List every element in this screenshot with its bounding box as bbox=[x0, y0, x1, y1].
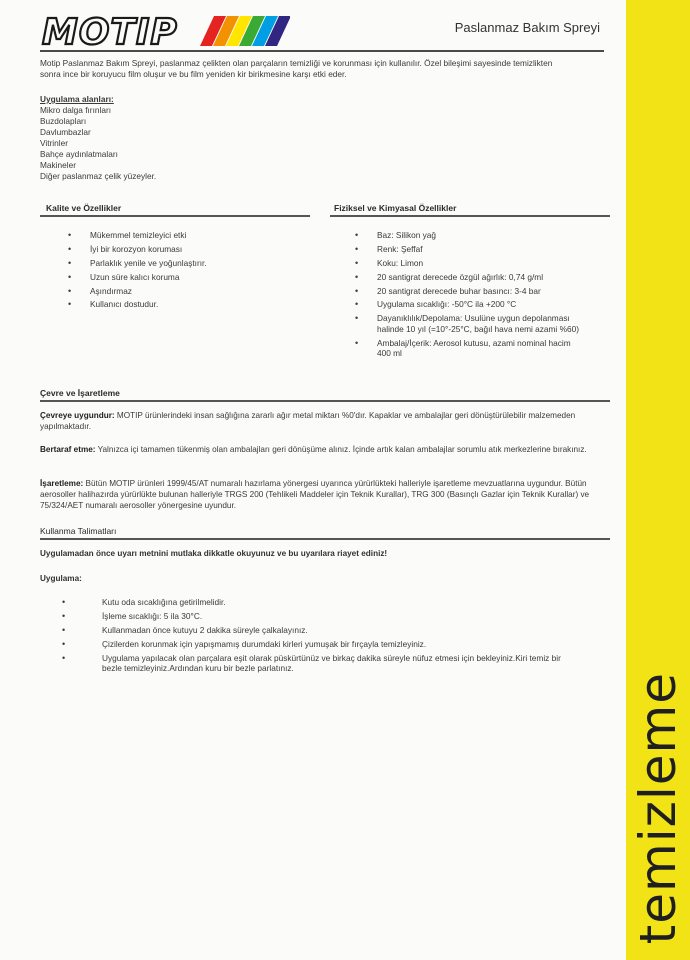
list-item: • 20 santigrat derecede buhar basıncı: 3-4 bar bbox=[355, 286, 585, 297]
quality-section-title: Kalite ve Özellikler bbox=[46, 203, 122, 213]
physical-list bbox=[355, 230, 585, 362]
list-item: Vitrinler bbox=[40, 138, 68, 148]
labeling-label: İşaretleme: bbox=[40, 479, 84, 488]
list-item: • İyi bir korozyon koruması bbox=[68, 244, 268, 255]
list-item: • Baz: Silikon yağ bbox=[355, 230, 585, 241]
list-item: • Uygulama yapılacak olan parçalara eşit olarak püskürtünüz ve birkaç dakika süreyle nüfuz etmesi için bekleyiniz.Kiri temiz bir bezle temizleyiniz.Ardından kuru bir bezle parlatınız. bbox=[62, 653, 582, 674]
usage-divider bbox=[40, 538, 610, 540]
list-item: • Çizilerden korunmak için yapışmamış durumdaki kirleri yumuşak bir fırçayla temizleyiniz. bbox=[62, 639, 582, 650]
application-areas-title: Uygulama alanları: bbox=[40, 94, 114, 104]
list-item: Davlumbazlar bbox=[40, 127, 91, 137]
eco-label: Çevreye uygundur: bbox=[40, 411, 115, 420]
physical-section-title: Fiziksel ve Kimyasal Özellikler bbox=[334, 203, 457, 213]
labeling-text: Bütün MOTIP ürünleri 1999/45/AT numaralı hazırlama yönergesi uyarınca yürürlükteki halleriyle işaretleme mevzuatlarına uygundur. Bütün aerosoller halihazırda yürürlükte bulunan halleriyle TRGS 200 (Tehlikeli Maddeler için Teknik Kurallar), TRG 300 (Basınçlı Gazlar için Teknik Kurallar) ve 75/324/AET numaralı aerosoller yönergesine uyundur. bbox=[40, 479, 590, 510]
logo-wordmark: MOTIP bbox=[42, 12, 178, 50]
usage-section-title: Kullanma Talimatları bbox=[40, 526, 117, 536]
list-item: • Aşındırmaz bbox=[68, 286, 268, 297]
disposal-paragraph bbox=[40, 444, 610, 455]
product-title: Paslanmaz Bakım Spreyi bbox=[454, 20, 600, 35]
list-item: Buzdolapları bbox=[40, 116, 87, 126]
labeling-paragraph bbox=[40, 478, 610, 511]
list-item: • Kutu oda sıcaklığına getirilmelidir. bbox=[62, 597, 582, 608]
list-item: • Uzun süre kalıcı koruma bbox=[68, 272, 268, 283]
usage-warning: Uygulamadan önce uyarı metnini mutlaka dikkatle okuyunuz ve bu uyarılara riayet ediniz! bbox=[40, 549, 388, 558]
intro-paragraph: Motip Paslanmaz Bakım Spreyi, paslanmaz çelikten olan parçaların temizliği ve korunması için kullanılır. Özel bileşimi sayesinde temizlikten sonra ince bir koruyucu film oluşur ve bu film yeniden kir birikmesine karşı etki eder. bbox=[40, 58, 553, 79]
list-item: • Uygulama sıcaklığı: -50°C ila +200 °C bbox=[355, 299, 585, 310]
usage-steps-list bbox=[62, 597, 582, 677]
list-item: Diğer paslanmaz çelik yüzeyler. bbox=[40, 171, 157, 181]
physical-divider bbox=[330, 215, 610, 217]
disposal-text: Yalnızca içi tamamen tükenmiş olan ambalajları geri dönüşüme alınız. İçinde artık kalan ambalajlar sorumlu atık merkezlerine bırakınız. bbox=[95, 445, 587, 454]
eco-paragraph bbox=[40, 410, 610, 432]
motip-logo bbox=[40, 12, 290, 50]
list-item: • Koku: Limon bbox=[355, 258, 585, 269]
list-item: Bahçe aydınlatmaları bbox=[40, 149, 118, 159]
application-areas-list bbox=[40, 105, 156, 182]
disposal-label: Bertaraf etme: bbox=[40, 445, 96, 454]
list-item: • Renk: Şeffaf bbox=[355, 244, 585, 255]
header-divider bbox=[40, 50, 604, 52]
list-item: Mikro dalga fırınları bbox=[40, 105, 112, 115]
environment-divider bbox=[40, 400, 610, 402]
logo-color-stripes bbox=[200, 16, 290, 46]
list-item: • Kullanmadan önce kutuyu 2 dakika süreyle çalkalayınız. bbox=[62, 625, 582, 636]
list-item: • 20 santigrat derecede özgül ağırlık: 0,74 g/ml bbox=[355, 272, 585, 283]
list-item: • Ambalaj/İçerik: Aerosol kutusu, azami nominal hacim 400 ml bbox=[355, 338, 585, 359]
application-label: Uygulama: bbox=[40, 574, 82, 583]
environment-section-title: Çevre ve İşaretleme bbox=[40, 388, 120, 398]
eco-text: MOTIP ürünlerindeki insan sağlığına zararlı ağır metal miktarı %0'dır. Kapaklar ve ambalajlar geri dönüştürülebilir malzemeden yapılmaktadır. bbox=[40, 411, 576, 431]
quality-list bbox=[68, 230, 268, 313]
list-item: • Mükemmel temizleyici etki bbox=[68, 230, 268, 241]
list-item: • Dayanıklılık/Depolama: Usulüne uygun depolanması halinde 10 yıl (=10°-25°C, bağıl hava nemi azami %60) bbox=[355, 313, 585, 334]
list-item: • İşleme sıcaklığı: 5 ila 30°C. bbox=[62, 611, 582, 622]
quality-divider bbox=[40, 215, 310, 217]
category-label: temizleme bbox=[629, 671, 687, 944]
list-item: • Parlaklık yenile ve yoğunlaştırır. bbox=[68, 258, 268, 269]
list-item: Makineler bbox=[40, 160, 76, 170]
category-strip bbox=[626, 0, 690, 960]
list-item: • Kullanıcı dostudur. bbox=[68, 299, 268, 310]
